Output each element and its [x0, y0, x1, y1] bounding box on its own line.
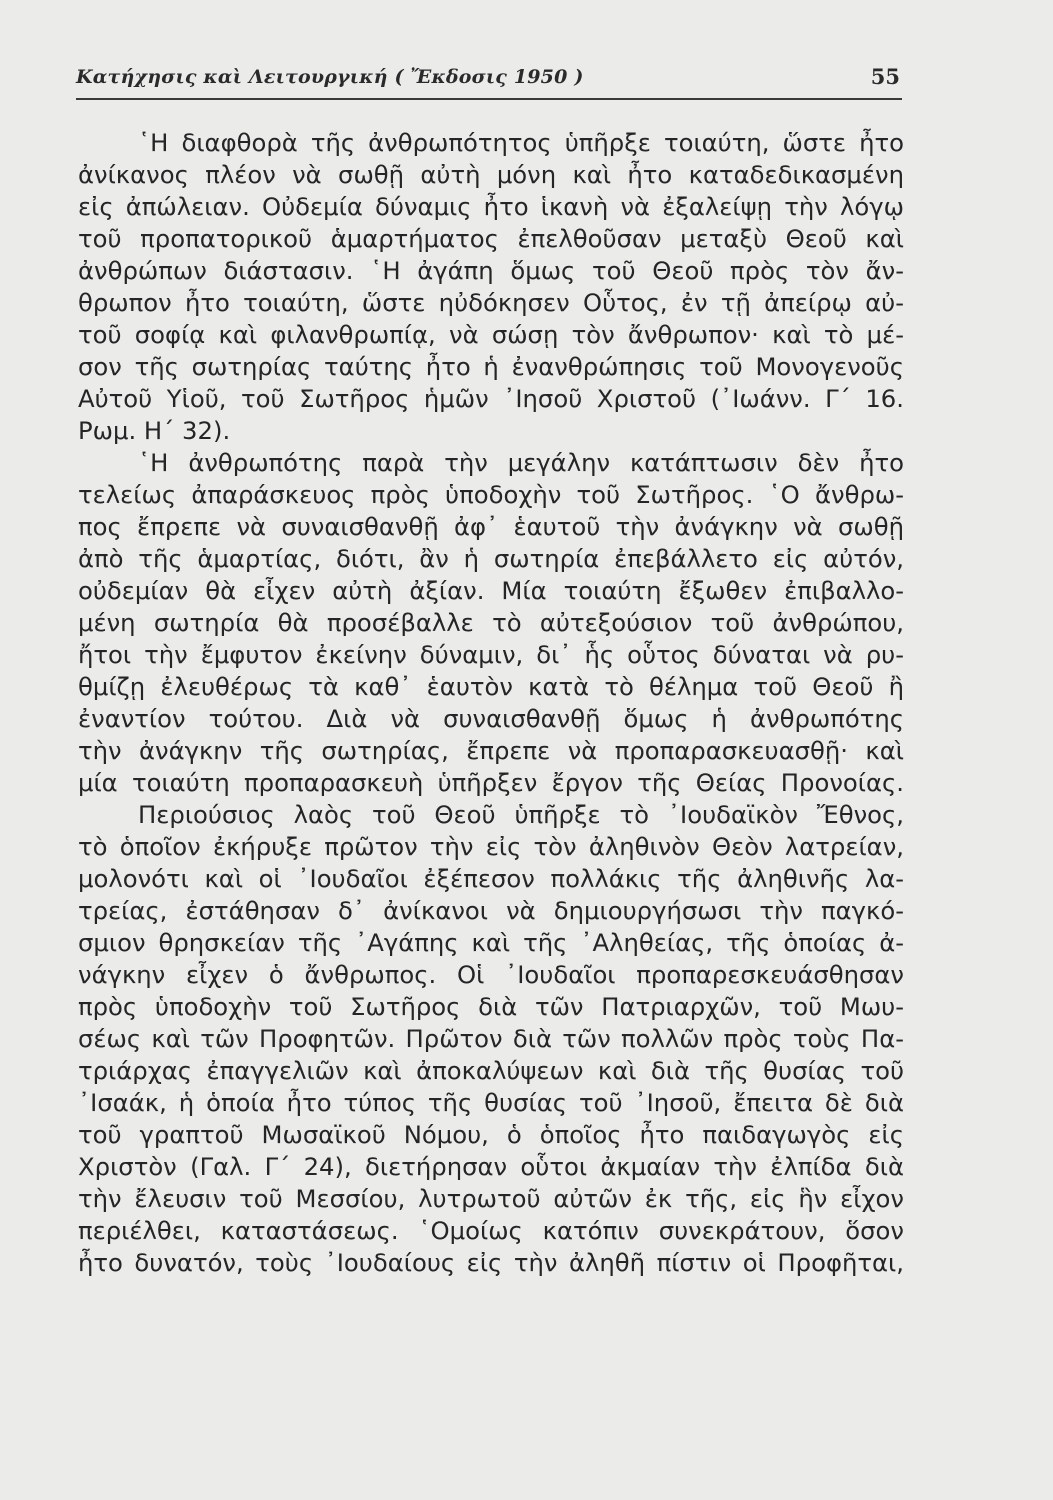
text-line: τὸ ὁποῖον ἐκήρυξε πρῶτον τὴν εἰς τὸν ἀληθινὸν Θεὸν λατρείαν, [78, 832, 904, 861]
text-line: ἀνίκανος πλέον νὰ σωθῇ αὐτὴ μόνη καὶ ἦτο καταδεδικασμένη [78, 160, 904, 189]
text-line: πος ἔπρεπε νὰ συναισθανθῇ ἀφ᾿ ἑαυτοῦ τὴν ἀνάγκην νὰ σωθῇ [78, 512, 904, 541]
text-line: ῾Η ἀνθρωπότης παρὰ τὴν μεγάλην κατάπτωσιν δὲν ἦτο [138, 448, 904, 477]
text-line: οὐδεμίαν θὰ εἶχεν αὐτὴ ἀξίαν. Μία τοιαύτη ἔξωθεν ἐπιβαλλο- [78, 576, 904, 605]
text-line: τελείως ἀπαράσκευος πρὸς ὑποδοχὴν τοῦ Σωτῆρος. ῾Ο ἄνθρω- [78, 480, 904, 509]
text-line: θρωπον ἦτο τοιαύτη, ὥστε ηὐδόκησεν Οὗτος, ἐν τῇ ἀπείρῳ αὐ- [78, 288, 904, 317]
text-line: τοῦ γραπτοῦ Μωσαϊκοῦ Νόμου, ὁ ὁποῖος ἦτο παιδαγωγὸς εἰς [78, 1120, 904, 1149]
body-text [78, 127, 904, 1279]
header-rule [76, 98, 902, 100]
text-line: τὴν ἔλευσιν τοῦ Μεσσίου, λυτρωτοῦ αὐτῶν ἐκ τῆς, εἰς ἣν εἶχον [78, 1184, 904, 1213]
text-line: πρὸς ὑποδοχὴν τοῦ Σωτῆρος διὰ τῶν Πατριαρχῶν, τοῦ Μωυ- [78, 992, 904, 1021]
text-line: ᾿Ισαάκ, ἡ ὁποία ἦτο τύπος τῆς θυσίας τοῦ ᾿Ιησοῦ, ἔπειτα δὲ διὰ [78, 1088, 904, 1117]
running-head: Κατήχησις καὶ Λειτουργική ( Ἔκδοσις 1950 ) [76, 66, 584, 88]
text-line: μένη σωτηρία θὰ προσέβαλλε τὸ αὐτεξούσιον τοῦ ἀνθρώπου, [78, 608, 904, 637]
text-line: τὴν ἀνάγκην τῆς σωτηρίας, ἔπρεπε νὰ προπαρασκευασθῇ· καὶ [78, 736, 904, 765]
text-line: ῾Η διαφθορὰ τῆς ἀνθρωπότητος ὑπῆρξε τοιαύτη, ὥστε ἦτο [138, 128, 904, 157]
text-line: ἀπὸ τῆς ἁμαρτίας, διότι, ἂν ἡ σωτηρία ἐπεβάλλετο εἰς αὐτόν, [78, 544, 904, 573]
text-line: σμιον θρησκείαν τῆς ᾿Αγάπης καὶ τῆς ᾿Αληθείας, τῆς ὁποίας ἀ- [78, 928, 904, 957]
page-number: 55 [870, 64, 900, 89]
text-line: ἀνθρώπων διάστασιν. ῾Η ἀγάπη ὅμως τοῦ Θεοῦ πρὸς τὸν ἄν- [78, 256, 904, 285]
text-line: μολονότι καὶ οἱ ᾿Ιουδαῖοι ἐξέπεσον πολλάκις τῆς ἀληθινῆς λα- [78, 864, 904, 893]
text-line: μία τοιαύτη προπαρασκευὴ ὑπῆρξεν ἔργον τῆς Θείας Προνοίας. [78, 768, 904, 797]
text-line: ἤτοι τὴν ἔμφυτον ἐκείνην δύναμιν, δι᾿ ἧς οὗτος δύναται νὰ ρυ- [78, 640, 904, 669]
text-line: τρείας, ἐστάθησαν δ᾿ ἀνίκανοι νὰ δημιουργήσωσι τὴν παγκό- [78, 896, 904, 925]
text-line: Χριστὸν (Γαλ. Γ΄ 24), διετήρησαν οὗτοι ἀκμαίαν τὴν ἐλπίδα διὰ [78, 1152, 904, 1181]
text-line: ἐναντίον τούτου. Διὰ νὰ συναισθανθῇ ὅμως ἡ ἀνθρωπότης [78, 704, 904, 733]
text-line: τοῦ προπατορικοῦ ἁμαρτήματος ἐπελθοῦσαν μεταξὺ Θεοῦ καὶ [78, 224, 904, 253]
page-header [76, 62, 902, 98]
text-line: θμίζῃ ἐλευθέρως τὰ καθ᾿ ἑαυτὸν κατὰ τὸ θέλημα τοῦ Θεοῦ ἢ [78, 672, 904, 701]
text-line: τοῦ σοφίᾳ καὶ φιλανθρωπίᾳ, νὰ σώσῃ τὸν ἄνθρωπον· καὶ τὸ μέ- [78, 320, 904, 349]
text-line: τριάρχας ἐπαγγελιῶν καὶ ἀποκαλύψεων καὶ διὰ τῆς θυσίας τοῦ [78, 1056, 904, 1085]
text-line: Περιούσιος λαὸς τοῦ Θεοῦ ὑπῆρξε τὸ ᾿Ιουδαϊκὸν Ἔθνος, [138, 800, 904, 829]
text-line: νάγκην εἶχεν ὁ ἄνθρωπος. Οἱ ᾿Ιουδαῖοι προπαρεσκευάσθησαν [78, 960, 904, 989]
text-line: ἦτο δυνατόν, τοὺς ᾿Ιουδαίους εἰς τὴν ἀληθῆ πίστιν οἱ Προφῆται, [78, 1248, 904, 1277]
text-line: σέως καὶ τῶν Προφητῶν. Πρῶτον διὰ τῶν πολλῶν πρὸς τοὺς Πα- [78, 1024, 904, 1053]
text-line: Ρωμ. Η΄ 32). [78, 416, 231, 445]
text-line: περιέλθει, καταστάσεως. ῾Ομοίως κατόπιν συνεκράτουν, ὅσον [78, 1216, 904, 1245]
text-line: εἰς ἀπώλειαν. Οὐδεμία δύναμις ἦτο ἱκανὴ νὰ ἐξαλείψῃ τὴν λόγῳ [78, 192, 904, 221]
text-line: σον τῆς σωτηρίας ταύτης ἦτο ἡ ἐνανθρώπησις τοῦ Μονογενοῦς [78, 352, 904, 381]
text-line: Αὐτοῦ Υἱοῦ, τοῦ Σωτῆρος ἡμῶν ᾿Ιησοῦ Χριστοῦ (᾿Ιωάνν. Γ΄ 16. [78, 384, 904, 413]
